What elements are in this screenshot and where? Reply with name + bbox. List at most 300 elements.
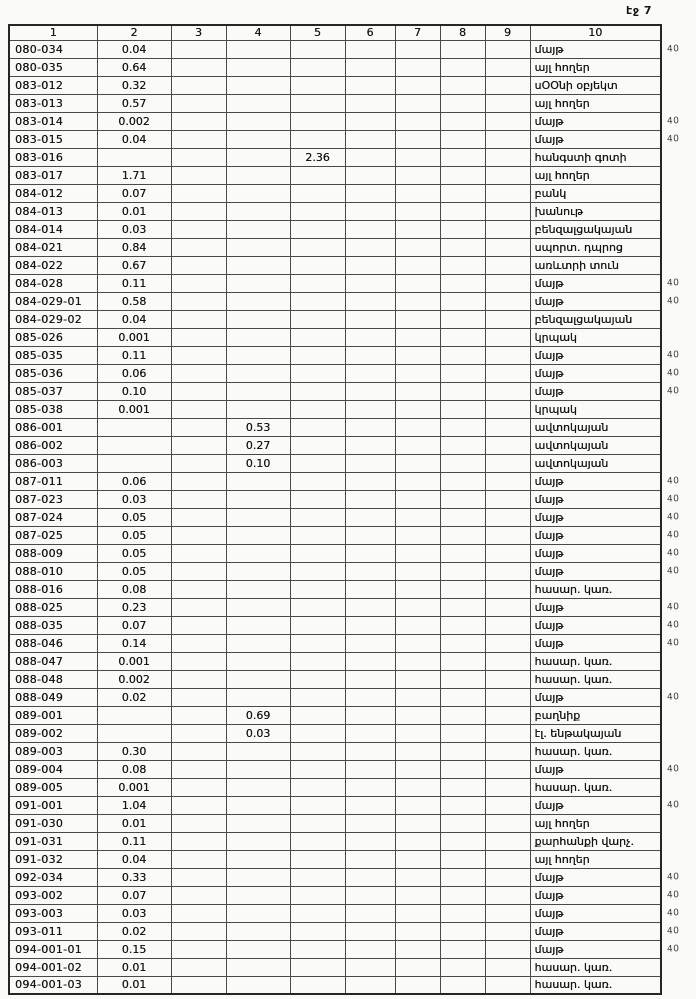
cell-col9 xyxy=(485,436,530,454)
cell-col2: 0.05 xyxy=(97,544,171,562)
cell-col2: 0.84 xyxy=(97,238,171,256)
cell-col3 xyxy=(171,490,226,508)
cell-col7 xyxy=(395,40,440,58)
cell-col7 xyxy=(395,688,440,706)
cell-col10: ավտոկայան xyxy=(530,436,661,454)
column-header: 10 xyxy=(530,25,661,40)
cell-col4 xyxy=(226,184,290,202)
margin-note: 40 xyxy=(666,476,680,487)
cell-col3 xyxy=(171,904,226,922)
cell-col6 xyxy=(345,220,395,238)
cell-col6 xyxy=(345,526,395,544)
cell-col8 xyxy=(440,868,485,886)
cell-col6 xyxy=(345,490,395,508)
cell-col9 xyxy=(485,508,530,526)
cell-col1: 084-012 xyxy=(9,184,97,202)
cell-col4 xyxy=(226,94,290,112)
cell-col4: 0.53 xyxy=(226,418,290,436)
cell-col6 xyxy=(345,508,395,526)
cell-col1: 087-025 xyxy=(9,526,97,544)
cell-col4 xyxy=(226,796,290,814)
cell-col2: 0.07 xyxy=(97,886,171,904)
cell-col5 xyxy=(290,454,345,472)
table-row xyxy=(9,796,661,814)
cell-col1: 093-002 xyxy=(9,886,97,904)
cell-col7 xyxy=(395,346,440,364)
cell-col8 xyxy=(440,940,485,958)
cell-col6 xyxy=(345,256,395,274)
cell-col1: 088-025 xyxy=(9,598,97,616)
cell-col10: կրպակ xyxy=(530,328,661,346)
cell-col6 xyxy=(345,58,395,76)
column-header: 9 xyxy=(485,25,530,40)
margin-note: 40 xyxy=(666,872,680,883)
cell-col6 xyxy=(345,850,395,868)
cell-col6 xyxy=(345,832,395,850)
table-row xyxy=(9,760,661,778)
cell-col5: 2.36 xyxy=(290,148,345,166)
cell-col2 xyxy=(97,436,171,454)
cell-col1: 088-016 xyxy=(9,580,97,598)
cell-col3 xyxy=(171,850,226,868)
table-row xyxy=(9,382,661,400)
cell-col5 xyxy=(290,688,345,706)
cell-col8 xyxy=(440,112,485,130)
cell-col4 xyxy=(226,688,290,706)
cell-col6 xyxy=(345,958,395,976)
cell-col9 xyxy=(485,886,530,904)
cell-col2: 0.01 xyxy=(97,814,171,832)
cell-col9 xyxy=(485,490,530,508)
cell-col9 xyxy=(485,616,530,634)
cell-col1: 094-001-02 xyxy=(9,958,97,976)
cell-col5 xyxy=(290,598,345,616)
cell-col10: մայթ xyxy=(530,634,661,652)
cell-col4 xyxy=(226,508,290,526)
cell-col3 xyxy=(171,832,226,850)
cell-col2: 0.05 xyxy=(97,508,171,526)
cell-col1: 091-031 xyxy=(9,832,97,850)
cell-col10: մայթ xyxy=(530,904,661,922)
cell-col6 xyxy=(345,310,395,328)
column-header: 1 xyxy=(9,25,97,40)
cell-col7 xyxy=(395,310,440,328)
cell-col4 xyxy=(226,958,290,976)
cell-col10: մայթ xyxy=(530,292,661,310)
cell-col3 xyxy=(171,256,226,274)
cell-col7 xyxy=(395,886,440,904)
table-row xyxy=(9,202,661,220)
cell-col10: հասար. կառ. xyxy=(530,958,661,976)
cell-col1: 080-035 xyxy=(9,58,97,76)
margin-note: 40 xyxy=(666,530,680,541)
cell-col6 xyxy=(345,166,395,184)
cell-col5 xyxy=(290,904,345,922)
table-row xyxy=(9,508,661,526)
cell-col8 xyxy=(440,958,485,976)
cell-col8 xyxy=(440,166,485,184)
cell-col5 xyxy=(290,292,345,310)
cell-col3 xyxy=(171,544,226,562)
cell-col8 xyxy=(440,58,485,76)
cell-col6 xyxy=(345,706,395,724)
cell-col1: 084-013 xyxy=(9,202,97,220)
cell-col7 xyxy=(395,400,440,418)
cell-col7 xyxy=(395,742,440,760)
margin-note: 40 xyxy=(666,350,680,361)
cell-col10: մայթ xyxy=(530,598,661,616)
cell-col6 xyxy=(345,238,395,256)
data-table xyxy=(8,24,662,995)
margin-note: 40 xyxy=(666,368,680,379)
table-row xyxy=(9,148,661,166)
margin-note: 40 xyxy=(666,890,680,901)
cell-col2: 0.001 xyxy=(97,400,171,418)
cell-col8 xyxy=(440,94,485,112)
cell-col2: 0.14 xyxy=(97,634,171,652)
cell-col8 xyxy=(440,922,485,940)
cell-col5 xyxy=(290,58,345,76)
cell-col4 xyxy=(226,40,290,58)
cell-col2: 0.001 xyxy=(97,778,171,796)
cell-col2: 0.64 xyxy=(97,58,171,76)
cell-col7 xyxy=(395,112,440,130)
cell-col9 xyxy=(485,400,530,418)
cell-col6 xyxy=(345,634,395,652)
margin-note: 40 xyxy=(666,764,680,775)
table-row xyxy=(9,688,661,706)
cell-col8 xyxy=(440,742,485,760)
cell-col2: 0.05 xyxy=(97,562,171,580)
cell-col1: 086-002 xyxy=(9,436,97,454)
cell-col5 xyxy=(290,418,345,436)
cell-col4 xyxy=(226,850,290,868)
cell-col4 xyxy=(226,526,290,544)
cell-col10: մայթ xyxy=(530,886,661,904)
cell-col9 xyxy=(485,238,530,256)
cell-col9 xyxy=(485,634,530,652)
cell-col4 xyxy=(226,400,290,418)
table-row xyxy=(9,418,661,436)
cell-col8 xyxy=(440,832,485,850)
cell-col2: 0.33 xyxy=(97,868,171,886)
cell-col9 xyxy=(485,688,530,706)
cell-col4 xyxy=(226,886,290,904)
cell-col10: մայթ xyxy=(530,526,661,544)
cell-col2: 0.01 xyxy=(97,976,171,994)
cell-col1: 087-011 xyxy=(9,472,97,490)
cell-col6 xyxy=(345,184,395,202)
table-row xyxy=(9,724,661,742)
cell-col7 xyxy=(395,544,440,562)
cell-col8 xyxy=(440,508,485,526)
cell-col9 xyxy=(485,526,530,544)
cell-col4 xyxy=(226,472,290,490)
cell-col3 xyxy=(171,94,226,112)
cell-col9 xyxy=(485,958,530,976)
cell-col10: բենզալցակայան xyxy=(530,220,661,238)
cell-col1: 094-001-03 xyxy=(9,976,97,994)
cell-col7 xyxy=(395,850,440,868)
cell-col7 xyxy=(395,364,440,382)
cell-col5 xyxy=(290,166,345,184)
cell-col6 xyxy=(345,130,395,148)
table-row xyxy=(9,634,661,652)
table-row xyxy=(9,292,661,310)
cell-col6 xyxy=(345,112,395,130)
cell-col4: 0.27 xyxy=(226,436,290,454)
cell-col1: 091-030 xyxy=(9,814,97,832)
cell-col7 xyxy=(395,616,440,634)
cell-col6 xyxy=(345,454,395,472)
cell-col3 xyxy=(171,886,226,904)
cell-col1: 083-013 xyxy=(9,94,97,112)
cell-col4 xyxy=(226,76,290,94)
cell-col9 xyxy=(485,40,530,58)
table-row xyxy=(9,328,661,346)
cell-col5 xyxy=(290,706,345,724)
cell-col8 xyxy=(440,976,485,994)
cell-col8 xyxy=(440,364,485,382)
cell-col2: 0.11 xyxy=(97,832,171,850)
cell-col4 xyxy=(226,652,290,670)
cell-col9 xyxy=(485,76,530,94)
cell-col10: մայթ xyxy=(530,346,661,364)
cell-col4 xyxy=(226,148,290,166)
cell-col10: հասար. կառ. xyxy=(530,976,661,994)
cell-col7 xyxy=(395,706,440,724)
cell-col5 xyxy=(290,508,345,526)
cell-col6 xyxy=(345,616,395,634)
cell-col1: 087-023 xyxy=(9,490,97,508)
margin-note: 40 xyxy=(666,116,680,127)
cell-col6 xyxy=(345,76,395,94)
margin-note: 40 xyxy=(666,494,680,505)
cell-col3 xyxy=(171,220,226,238)
cell-col8 xyxy=(440,778,485,796)
cell-col1: 088-049 xyxy=(9,688,97,706)
cell-col1: 083-014 xyxy=(9,112,97,130)
cell-col5 xyxy=(290,670,345,688)
cell-col6 xyxy=(345,886,395,904)
cell-col9 xyxy=(485,796,530,814)
cell-col1: 086-001 xyxy=(9,418,97,436)
cell-col2: 0.03 xyxy=(97,490,171,508)
cell-col10: մայթ xyxy=(530,562,661,580)
cell-col3 xyxy=(171,238,226,256)
cell-col10: բաղնիք xyxy=(530,706,661,724)
cell-col3 xyxy=(171,400,226,418)
cell-col3 xyxy=(171,634,226,652)
cell-col8 xyxy=(440,238,485,256)
column-header: 5 xyxy=(290,25,345,40)
cell-col1: 089-002 xyxy=(9,724,97,742)
cell-col7 xyxy=(395,490,440,508)
cell-col4 xyxy=(226,634,290,652)
cell-col10: հասար. կառ. xyxy=(530,652,661,670)
cell-col10: այլ հողեր xyxy=(530,166,661,184)
cell-col1: 094-001-01 xyxy=(9,940,97,958)
cell-col7 xyxy=(395,796,440,814)
margin-note: 40 xyxy=(666,908,680,919)
cell-col7 xyxy=(395,94,440,112)
cell-col7 xyxy=(395,184,440,202)
cell-col5 xyxy=(290,886,345,904)
cell-col1: 083-017 xyxy=(9,166,97,184)
table-row xyxy=(9,472,661,490)
cell-col7 xyxy=(395,814,440,832)
cell-col4 xyxy=(226,922,290,940)
cell-col9 xyxy=(485,706,530,724)
cell-col9 xyxy=(485,598,530,616)
cell-col3 xyxy=(171,508,226,526)
cell-col6 xyxy=(345,904,395,922)
cell-col2: 0.04 xyxy=(97,40,171,58)
cell-col9 xyxy=(485,940,530,958)
cell-col10: բենզալցակայան xyxy=(530,310,661,328)
cell-col7 xyxy=(395,328,440,346)
cell-col5 xyxy=(290,94,345,112)
table-row xyxy=(9,814,661,832)
cell-col9 xyxy=(485,760,530,778)
cell-col7 xyxy=(395,958,440,976)
cell-col3 xyxy=(171,580,226,598)
cell-col9 xyxy=(485,580,530,598)
cell-col6 xyxy=(345,292,395,310)
margin-note: 40 xyxy=(666,926,680,937)
table-row xyxy=(9,220,661,238)
cell-col7 xyxy=(395,508,440,526)
cell-col7 xyxy=(395,148,440,166)
cell-col5 xyxy=(290,76,345,94)
table-row xyxy=(9,958,661,976)
cell-col7 xyxy=(395,778,440,796)
cell-col8 xyxy=(440,274,485,292)
cell-col1: 088-010 xyxy=(9,562,97,580)
table-row xyxy=(9,886,661,904)
cell-col1: 083-015 xyxy=(9,130,97,148)
table-row xyxy=(9,652,661,670)
cell-col10: ավտոկայան xyxy=(530,418,661,436)
cell-col8 xyxy=(440,796,485,814)
cell-col7 xyxy=(395,562,440,580)
cell-col5 xyxy=(290,256,345,274)
cell-col5 xyxy=(290,742,345,760)
cell-col9 xyxy=(485,274,530,292)
cell-col9 xyxy=(485,472,530,490)
cell-col1: 089-005 xyxy=(9,778,97,796)
cell-col5 xyxy=(290,634,345,652)
cell-col6 xyxy=(345,364,395,382)
cell-col4 xyxy=(226,256,290,274)
cell-col6 xyxy=(345,922,395,940)
column-header: 2 xyxy=(97,25,171,40)
cell-col8 xyxy=(440,598,485,616)
cell-col3 xyxy=(171,310,226,328)
cell-col6 xyxy=(345,940,395,958)
cell-col7 xyxy=(395,526,440,544)
table-row xyxy=(9,310,661,328)
cell-col4 xyxy=(226,742,290,760)
cell-col1: 089-003 xyxy=(9,742,97,760)
cell-col4 xyxy=(226,130,290,148)
cell-col4 xyxy=(226,364,290,382)
header-row xyxy=(9,25,661,40)
cell-col1: 086-003 xyxy=(9,454,97,472)
page-number-note: էջ 7 xyxy=(626,4,652,17)
cell-col1: 092-034 xyxy=(9,868,97,886)
cell-col3 xyxy=(171,562,226,580)
table-row xyxy=(9,256,661,274)
cell-col1: 085-026 xyxy=(9,328,97,346)
cell-col5 xyxy=(290,562,345,580)
cell-col9 xyxy=(485,58,530,76)
cell-col10: հասար. կառ. xyxy=(530,742,661,760)
cell-col8 xyxy=(440,76,485,94)
cell-col10: այլ հողեր xyxy=(530,94,661,112)
cell-col2: 0.32 xyxy=(97,76,171,94)
cell-col8 xyxy=(440,346,485,364)
cell-col2: 0.11 xyxy=(97,346,171,364)
table-row xyxy=(9,598,661,616)
cell-col2: 0.58 xyxy=(97,292,171,310)
cell-col2: 0.04 xyxy=(97,130,171,148)
cell-col10: մայթ xyxy=(530,130,661,148)
table-row xyxy=(9,184,661,202)
cell-col3 xyxy=(171,778,226,796)
cell-col8 xyxy=(440,436,485,454)
cell-col1: 085-035 xyxy=(9,346,97,364)
cell-col3 xyxy=(171,328,226,346)
cell-col8 xyxy=(440,40,485,58)
cell-col7 xyxy=(395,760,440,778)
cell-col6 xyxy=(345,760,395,778)
cell-col5 xyxy=(290,922,345,940)
cell-col1: 091-032 xyxy=(9,850,97,868)
cell-col4 xyxy=(226,814,290,832)
cell-col6 xyxy=(345,400,395,418)
cell-col3 xyxy=(171,760,226,778)
cell-col3 xyxy=(171,202,226,220)
table-row xyxy=(9,166,661,184)
cell-col3 xyxy=(171,742,226,760)
cell-col10: այլ հողեր xyxy=(530,850,661,868)
cell-col8 xyxy=(440,310,485,328)
cell-col5 xyxy=(290,616,345,634)
table-row xyxy=(9,616,661,634)
cell-col5 xyxy=(290,796,345,814)
cell-col5 xyxy=(290,346,345,364)
cell-col8 xyxy=(440,220,485,238)
cell-col7 xyxy=(395,670,440,688)
cell-col5 xyxy=(290,814,345,832)
cell-col1: 093-003 xyxy=(9,904,97,922)
cell-col9 xyxy=(485,976,530,994)
cell-col7 xyxy=(395,922,440,940)
margin-note: 40 xyxy=(666,944,680,955)
cell-col4 xyxy=(226,868,290,886)
cell-col10: մայթ xyxy=(530,796,661,814)
cell-col9 xyxy=(485,382,530,400)
cell-col6 xyxy=(345,688,395,706)
cell-col3 xyxy=(171,796,226,814)
cell-col10: մայթ xyxy=(530,922,661,940)
cell-col2: 0.06 xyxy=(97,472,171,490)
cell-col2 xyxy=(97,454,171,472)
cell-col10: մայթ xyxy=(530,490,661,508)
cell-col7 xyxy=(395,58,440,76)
cell-col10: սՕՕնի օբյեկտ xyxy=(530,76,661,94)
